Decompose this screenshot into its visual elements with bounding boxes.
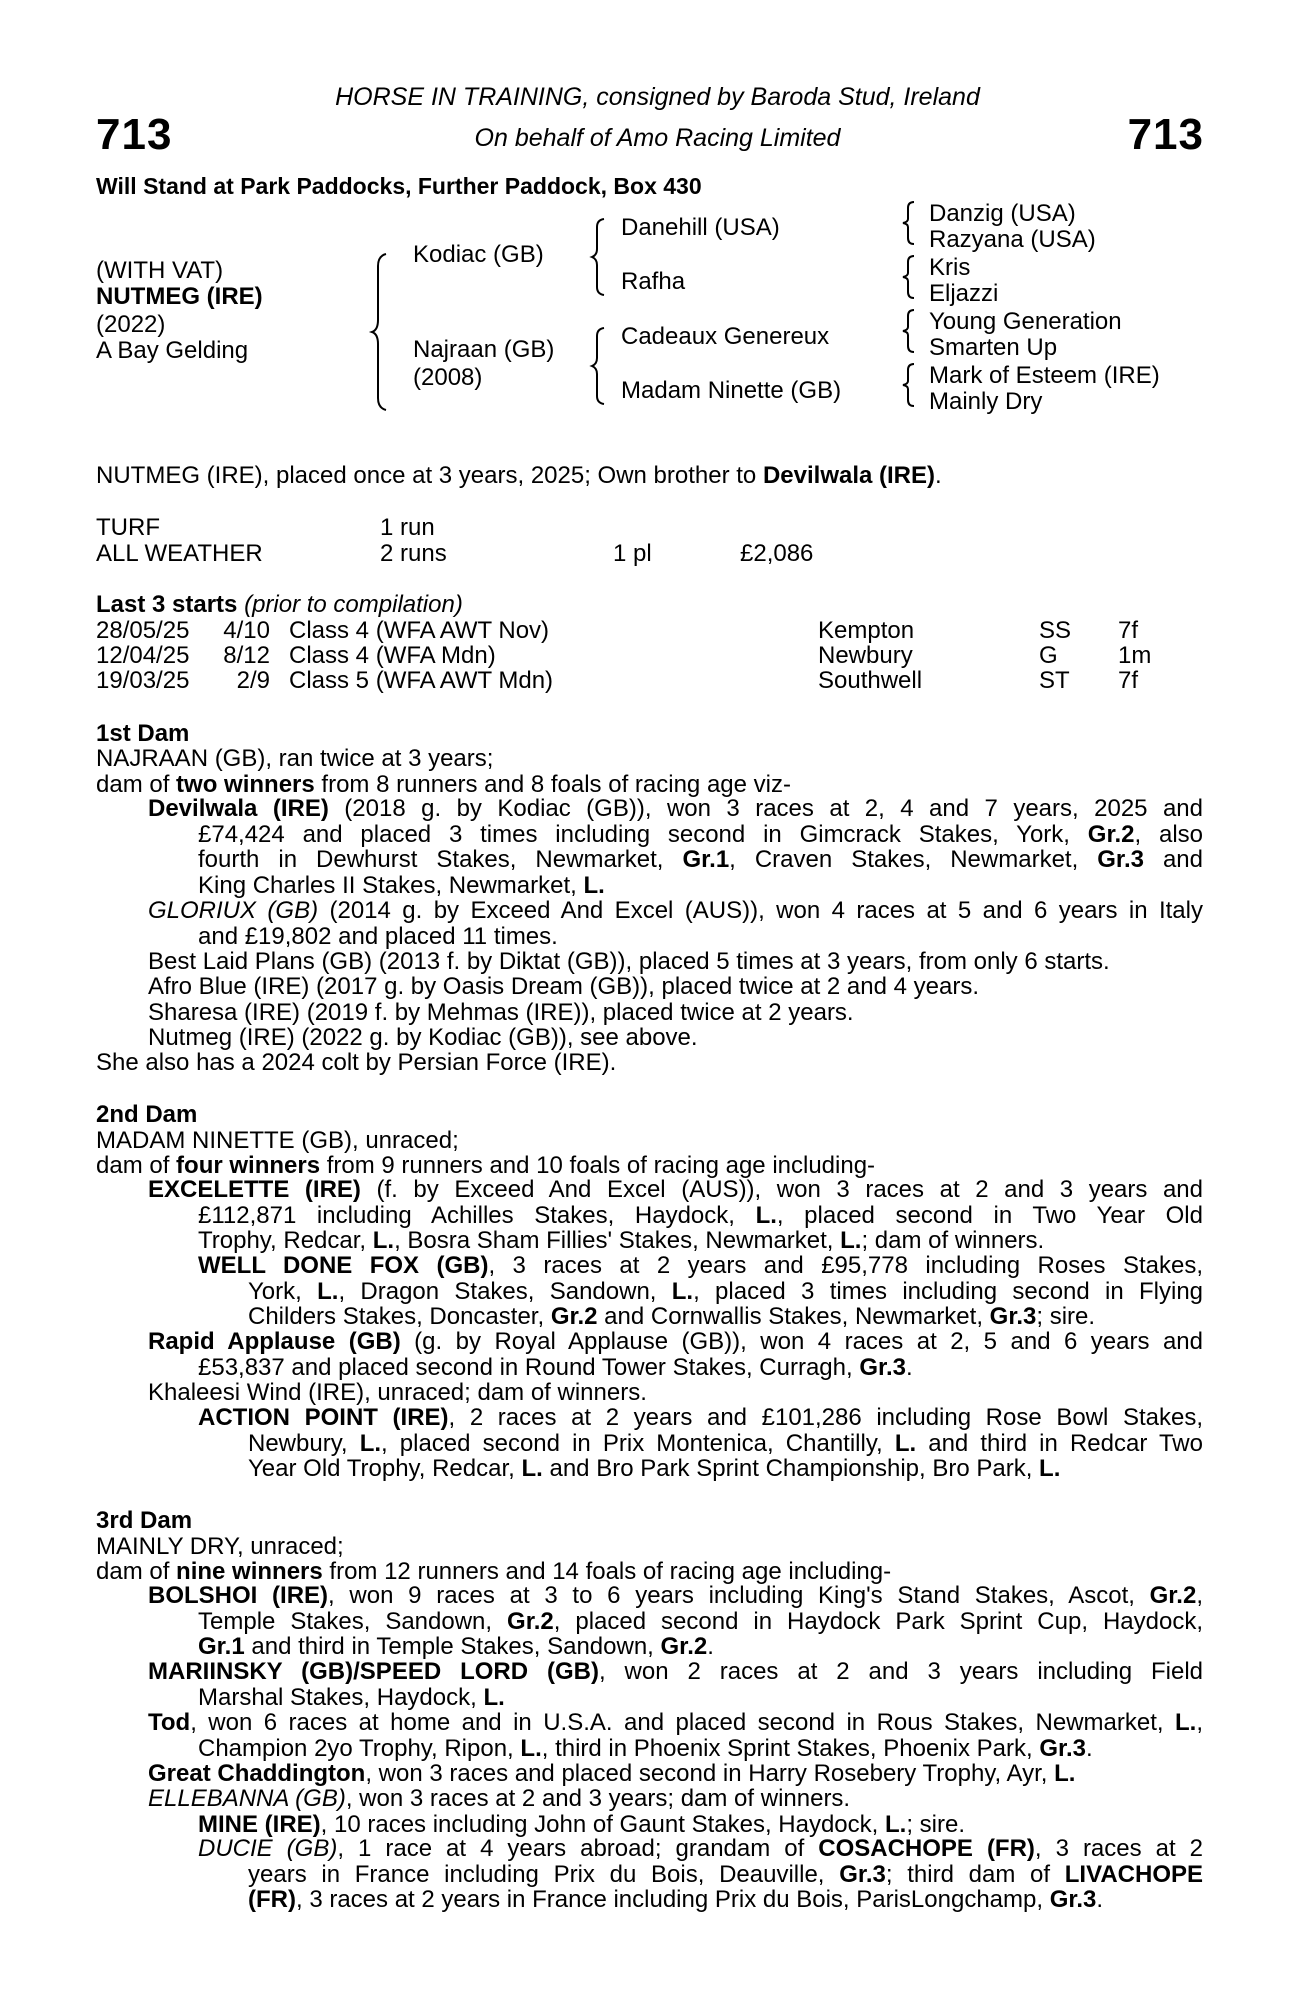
progeny-rapid-applause: Rapid Applause (GB) (g. by Royal Applause (GB)), won 4 races at 2, 5 and 6 years and £53,837 and placed second in Round Tower Stakes, Curragh, Gr.3. [148, 1328, 1204, 1381]
g4-ancestor: Razyana (USA) [929, 226, 1096, 253]
start-position: 4/10 [223, 617, 270, 644]
start-race: Class 5 (WFA AWT Mdn) [289, 667, 554, 694]
start-course: Newbury [818, 642, 913, 669]
pedigree-brace-3c [903, 308, 919, 354]
record-runs: 2 runs [380, 540, 447, 567]
record-earnings: £2,086 [740, 540, 814, 567]
start-going: ST [1039, 667, 1070, 694]
pedigree-brace-1 [372, 252, 392, 412]
progeny-tod: Tod, won 6 races at home and in U.S.A. and placed second in Rous Stakes, Newmarket, L., Champion 2yo Trophy, Ripon, L., third in Phoenix Sprint Stakes, Phoenix Park, Gr.3. [148, 1709, 1203, 1762]
record-surface: TURF [96, 514, 160, 541]
pedigree-brace-2a [592, 217, 608, 297]
progeny-well-done-fox: WELL DONE FOX (GB), 3 races at 2 years and £95,778 including Roses Stakes, York, L., Dragon Stakes, Sandown, L., placed 3 times including second in Flying Childers Stakes, Doncaster, Gr.2 and Cornwallis Stakes, Newmarket, Gr.3; sire. [198, 1252, 1204, 1330]
start-distance: 7f [1118, 617, 1139, 644]
start-course: Southwell [818, 667, 923, 694]
g4-ancestor: Smarten Up [929, 334, 1058, 361]
first-dam-produce-line: dam of two winners from 8 runners and 8 foals of racing age viz- [96, 771, 791, 798]
third-dam-heading: 3rd Dam [96, 1507, 193, 1534]
start-going: G [1039, 642, 1058, 669]
g4-ancestor: Mark of Esteem (IRE) [929, 362, 1160, 389]
start-race: Class 4 (WFA Mdn) [289, 642, 496, 669]
dam-name: Najraan (GB) [413, 336, 555, 363]
sire-dam: Rafha [621, 268, 686, 295]
pedigree-brace-3d [903, 362, 919, 408]
start-position: 8/12 [223, 642, 270, 669]
progeny-item: Sharesa (IRE) (2019 f. by Mehmas (IRE)), placed twice at 2 years. [148, 999, 854, 1026]
progeny-action-point: ACTION POINT (IRE), 2 races at 2 years and £101,286 including Rose Bowl Stakes, Newbury, L., placed second in Prix Montenica, Chantilly, L. and third in Redcar Two Year Old Trophy, Redcar, L. and Bro Park Sprint Championship, Bro Park, L. [198, 1404, 1203, 1482]
first-dam-also: She also has a 2024 colt by Persian Force (IRE). [96, 1049, 617, 1076]
sire-sire: Danehill (USA) [621, 214, 780, 241]
first-dam-line: NAJRAAN (GB), ran twice at 3 years; [96, 745, 494, 772]
second-dam-line: MADAM NINETTE (GB), unraced; [96, 1127, 459, 1154]
g4-ancestor: Kris [929, 254, 971, 281]
g4-ancestor: Mainly Dry [929, 388, 1043, 415]
dam-dam: Madam Ninette (GB) [621, 377, 842, 404]
sire-name: Kodiac (GB) [413, 241, 544, 268]
second-dam-heading: 2nd Dam [96, 1101, 198, 1128]
progeny-ducie: DUCIE (GB), 1 race at 4 years abroad; grandam of COSACHOPE (FR), 3 races at 2 years in France including Prix du Bois, Deauville, Gr.3; third dam of LIVACHOPE (FR), 3 races at 2 years in France including Prix du Bois, ParisLongchamp, Gr.3. [198, 1835, 1203, 1913]
lot-number-left: 713 [96, 110, 173, 159]
progeny-item: Nutmeg (IRE) (2022 g. by Kodiac (GB)), see above. [148, 1024, 698, 1051]
pedigree-brace-2b [592, 326, 608, 406]
start-distance: 1m [1118, 642, 1152, 669]
progeny-item: Afro Blue (IRE) (2017 g. by Oasis Dream (GB)), placed twice at 2 and 4 years. [148, 973, 979, 1000]
horse-description: A Bay Gelding [96, 337, 249, 364]
progeny-bolshoi: BOLSHOI (IRE), won 9 races at 3 to 6 years including King's Stand Stakes, Ascot, Gr.2, Temple Stakes, Sandown, Gr.2, placed second in Haydock Park Sprint Cup, Haydock, Gr.1 and third in Temple Stakes, Sandown, Gr.2. [148, 1582, 1204, 1660]
location-line: Will Stand at Park Paddocks, Further Paddock, Box 430 [96, 173, 702, 199]
pedigree-brace-3a [903, 200, 919, 246]
first-dam-heading: 1st Dam [96, 720, 190, 747]
progeny-excelette: EXCELETTE (IRE) (f. by Exceed And Excel (AUS)), won 3 races at 2 and 3 years and £112,871 including Achilles Stakes, Haydock, L., placed second in Two Year Old Trophy, Redcar, L., Bosra Sham Fillies' Stakes, Newmarket, L.; dam of winners. [148, 1176, 1203, 1254]
third-dam-produce-line: dam of nine winners from 12 runners and 14 foals of racing age including- [96, 1558, 892, 1585]
progeny-mariinsky: MARIINSKY (GB)/SPEED LORD (GB), won 2 races at 2 and 3 years including Field Marshal Stakes, Haydock, L. [148, 1658, 1204, 1711]
consignor-line: HORSE IN TRAINING, consigned by Baroda Stud, Ireland [335, 83, 980, 111]
second-dam-produce-line: dam of four winners from 9 runners and 10 foals of racing age including- [96, 1152, 876, 1179]
start-course: Kempton [818, 617, 915, 644]
g4-ancestor: Eljazzi [929, 280, 999, 307]
record-surface: ALL WEATHER [96, 540, 263, 567]
summary-brother: Devilwala (IRE) [762, 462, 936, 489]
progeny-gloriux: GLORIUX (GB) (2014 g. by Exceed And Excel (AUS)), won 4 races at 5 and 6 years in Italy and £19,802 and placed 11 times. [148, 897, 1203, 950]
start-distance: 7f [1118, 667, 1139, 694]
progeny-ellebanna: ELLEBANNA (GB), won 3 races at 2 and 3 years; dam of winners. [148, 1785, 851, 1812]
lot-number-right: 713 [1127, 110, 1204, 159]
progeny-mine: MINE (IRE), 10 races including John of Gaunt Stakes, Haydock, L.; sire. [198, 1811, 966, 1838]
record-runs: 1 run [380, 514, 435, 541]
dam-sire: Cadeaux Genereux [621, 323, 830, 350]
start-date: 28/05/25 [96, 617, 190, 644]
dam-year: (2008) [413, 364, 483, 391]
horse-year: (2022) [96, 311, 166, 338]
pedigree-brace-3b [903, 254, 919, 300]
progeny-item: Khaleesi Wind (IRE), unraced; dam of winners. [148, 1379, 647, 1406]
record-placed: 1 pl [613, 540, 652, 567]
progeny-devilwala: Devilwala (IRE) (2018 g. by Kodiac (GB)), won 3 races at 2, 4 and 7 years, 2025 and £74,424 and placed 3 times including second in Gimcrack Stakes, York, Gr.2, also fourth in Dewhurst Stakes, Newmarket, Gr.1, Craven Stakes, Newmarket, Gr.3 and King Charles II Stakes, Newmarket, L. [148, 795, 1204, 899]
vat-label: (WITH VAT) [96, 257, 224, 284]
g4-ancestor: Danzig (USA) [929, 200, 1076, 227]
progeny-great-chaddington: Great Chaddington, won 3 races and placed second in Harry Rosebery Trophy, Ayr, L. [148, 1760, 1076, 1787]
progeny-item: Best Laid Plans (GB) (2013 f. by Diktat (GB)), placed 5 times at 3 years, from only 6 starts. [148, 948, 1110, 975]
start-race: Class 4 (WFA AWT Nov) [289, 617, 550, 644]
start-date: 19/03/25 [96, 667, 190, 694]
last-starts-heading: Last 3 starts (prior to compilation) [96, 591, 463, 618]
start-position: 2/9 [236, 667, 270, 694]
start-date: 12/04/25 [96, 642, 190, 669]
horse-name: NUTMEG (IRE) [96, 283, 263, 310]
g4-ancestor: Young Generation [929, 308, 1122, 335]
third-dam-line: MAINLY DRY, unraced; [96, 1533, 344, 1560]
start-going: SS [1039, 617, 1072, 644]
summary-line: NUTMEG (IRE), placed once at 3 years, 2025; Own brother to Devilwala (IRE). [96, 462, 942, 489]
owner-line: On behalf of Amo Racing Limited [474, 124, 841, 152]
